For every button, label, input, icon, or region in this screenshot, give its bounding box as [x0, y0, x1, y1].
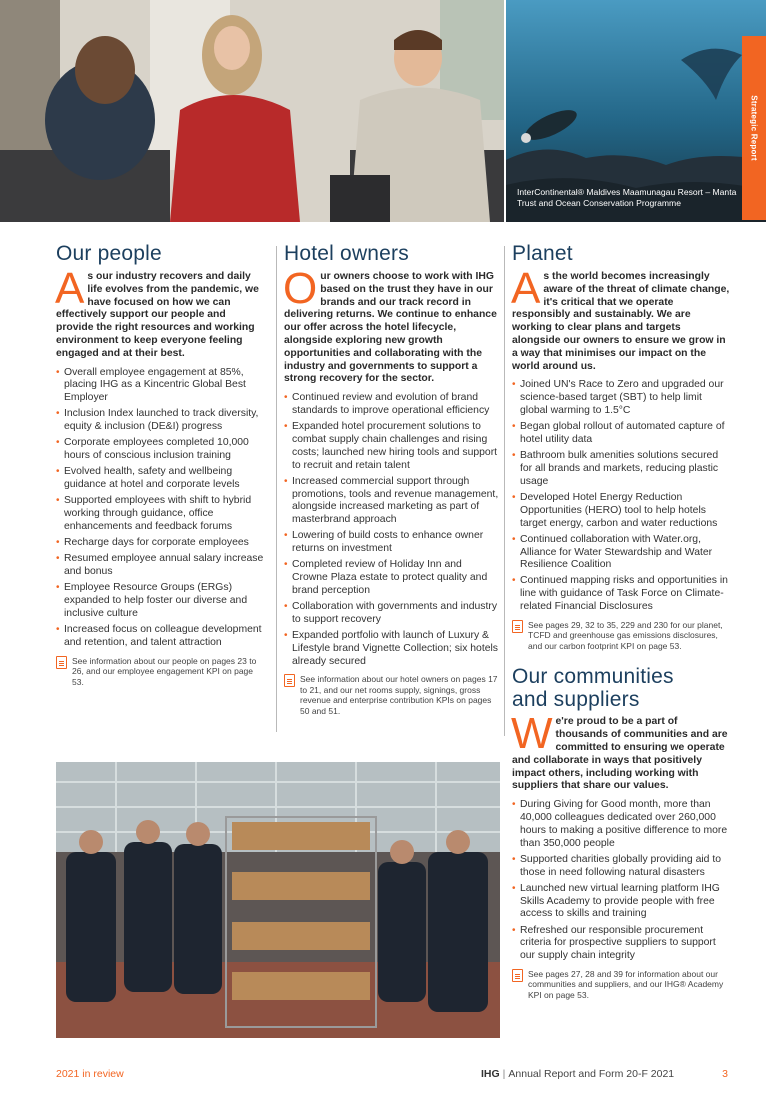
- planet-intro: [511, 264, 730, 373]
- list-item: • Resumed employee annual salary increase and bonus: [56, 553, 264, 579]
- communities-title: [512, 665, 730, 711]
- hotel-owners-title: Hotel owners: [284, 242, 409, 265]
- list-item: • Overall employee engagement at 85%, placing IHG as a Kincentric Global Best Employer: [56, 367, 264, 405]
- planet-section: [512, 242, 730, 1000]
- our-people-section: [56, 242, 264, 687]
- reference-text: See pages 27, 28 and 39 for information about our communities and suppliers, and our IHG® Academy KPI on page 53.: [528, 968, 724, 1000]
- footer-section-label: 2021 in review: [56, 1068, 124, 1080]
- list-item: • Supported employees with shift to hybrid working through guidance, office enhancements and feedback forums: [56, 495, 264, 533]
- meeting-photo-illustration: [0, 0, 504, 222]
- footer-brand: IHG: [480, 1068, 500, 1080]
- list-item: • Continued mapping risks and opportunities in line with guidance of Task Force on Climate-related Financial Disclosures: [512, 575, 730, 613]
- our-people-intro: [55, 264, 264, 361]
- list-item: • Expanded portfolio with launch of Luxury & Lifestyle brand Vignette Collection; six hotels already secured: [284, 630, 500, 668]
- communities-intro: [511, 709, 730, 793]
- communities-title-line2: and suppliers: [512, 688, 640, 712]
- our-people-bullets: [56, 367, 264, 650]
- list-item: • Inclusion Index launched to track diversity, equity & inclusion (DE&I) progress: [56, 408, 264, 434]
- meeting-photo: [0, 0, 504, 222]
- column-divider-1: [276, 246, 277, 732]
- list-item: • Employee Resource Groups (ERGs) expanded to help foster our diverse and inclusive culture: [56, 582, 264, 620]
- planet-bullets: [512, 379, 730, 614]
- list-item: • Increased focus on colleague development and retention, and talent attraction: [56, 624, 264, 650]
- list-item: • Continued review and evolution of brand standards to improve operational efficiency: [284, 392, 500, 418]
- list-item: • Launched new virtual learning platform IHG Skills Academy to provide people with free access to skills and training: [512, 883, 730, 921]
- intro-text: e're proud to be a part of thousands of communities and are committed to ensuring we operate and collaborate in ways that positively impact others, including working with suppliers that share our values.: [512, 716, 728, 792]
- communities-section: [512, 665, 730, 1000]
- communities-title-line1: Our communities: [512, 665, 674, 689]
- footer-separator: |: [502, 1068, 506, 1080]
- list-item: • Bathroom bulk amenities solutions secured for all brands and markets, reducing plastic usage: [512, 450, 730, 488]
- communities-bullets: [512, 799, 730, 963]
- list-item: • During Giving for Good month, more than 40,000 colleagues dedicated over 260,000 hours to making a positive difference to more than 350,000 people: [512, 799, 730, 850]
- list-item: • Collaboration with governments and industry to support recovery: [284, 601, 500, 627]
- reference-text: See information about our people on pages 23 to 26, and our employee engagement KPI on page 53.: [72, 655, 257, 687]
- photo-caption: InterContinental® Maldives Maamunagau Resort – Manta Trust and Ocean Conservation Programme: [517, 187, 737, 208]
- list-item: • Increased commercial support through promotions, tools and revenue management, alongside increased marketing as part of masterbrand approach: [284, 476, 500, 527]
- strategic-report-tab[interactable]: [742, 36, 766, 220]
- list-item: • Corporate employees completed 10,000 hours of conscious inclusion training: [56, 437, 264, 463]
- list-item: • Completed review of Holiday Inn and Crowne Plaza estate to protect quality and brand perception: [284, 559, 500, 597]
- column-divider-2: [504, 246, 505, 736]
- our-people-title: Our people: [56, 242, 162, 265]
- list-item: • Refreshed our responsible procurement criteria for prospective suppliers to support our supply chain integrity: [512, 925, 730, 963]
- reference-text: See information about our hotel owners on pages 17 to 21, and our net rooms supply, signings, gross revenue and enterprise contribution KPIs on pages 50 and 51.: [300, 674, 498, 716]
- list-item: • Joined UN's Race to Zero and upgraded our science-based target (SBT) to help limit global warming to 1.5°C: [512, 379, 730, 417]
- reference-text: See pages 29, 32 to 35, 229 and 230 for our planet, TCFD and greenhouse gas emissions disclosures, and our carbon footprint KPI on page 53.: [528, 619, 723, 651]
- list-item: • Began global rollout of automated capture of hotel utility data: [512, 421, 730, 447]
- planet-reference[interactable]: [512, 620, 730, 652]
- our-people-reference[interactable]: [56, 656, 264, 688]
- side-tab-label: Strategic Report: [749, 95, 759, 161]
- footer-publication: [481, 1068, 728, 1080]
- document-icon: [56, 656, 67, 669]
- page-number: 3: [722, 1068, 728, 1080]
- dropcap: A: [55, 264, 85, 313]
- list-item: • Evolved health, safety and wellbeing guidance at hotel and corporate levels: [56, 466, 264, 492]
- document-icon: [284, 674, 295, 687]
- list-item: • Supported charities globally providing aid to those in need following natural disasters: [512, 854, 730, 880]
- document-icon: [512, 620, 523, 633]
- dropcap: W: [511, 709, 553, 759]
- planet-title: Planet: [512, 242, 573, 265]
- intro-text: ur owners choose to work with IHG based on the trust they have in our brands and our track record in delivering returns. We continue to enhance our offer across the hotel lifecycle, alongside exploring new growth opportunities and collaborating with the industry and governments to support a strong recovery for the sector.: [284, 271, 497, 385]
- hotel-owners-reference[interactable]: [284, 674, 500, 716]
- footer-report-title: Annual Report and Form 20-F 2021: [508, 1068, 675, 1080]
- list-item: • Lowering of build costs to enhance owner returns on investment: [284, 530, 500, 556]
- intro-text: s our industry recovers and daily life evolves from the pandemic, we have focused on how we can effectively support our people and provide the right resources and working environment to keep everyone feeling engaged and at their best.: [56, 271, 259, 359]
- volunteers-photo-illustration: [56, 762, 500, 1038]
- volunteers-photo: [56, 762, 500, 1038]
- hotel-owners-section: [284, 242, 500, 716]
- hotel-owners-bullets: [284, 392, 500, 668]
- dropcap: A: [511, 264, 541, 313]
- list-item: • Continued collaboration with Water.org, Alliance for Water Stewardship and Water Resilience Coalition: [512, 534, 730, 572]
- hotel-owners-intro: [283, 264, 500, 386]
- list-item: • Expanded hotel procurement solutions to combat supply chain challenges and rising costs; launched new hiring tools and support to recruit and retain talent: [284, 421, 500, 472]
- list-item: • Developed Hotel Energy Reduction Opportunities (HERO) tool to help hotels target energy, carbon and water reductions: [512, 492, 730, 530]
- dropcap: O: [283, 264, 318, 313]
- list-item: • Recharge days for corporate employees: [56, 537, 264, 550]
- communities-reference[interactable]: [512, 969, 730, 1001]
- document-icon: [512, 969, 523, 982]
- intro-text: s the world becomes increasingly aware of the threat of climate change, it's critical that we operate responsibly and sustainably. We are working to clear plans and targets alongside our owners to ensure we grow in a way that minimises our impact on the world around us.: [512, 271, 730, 372]
